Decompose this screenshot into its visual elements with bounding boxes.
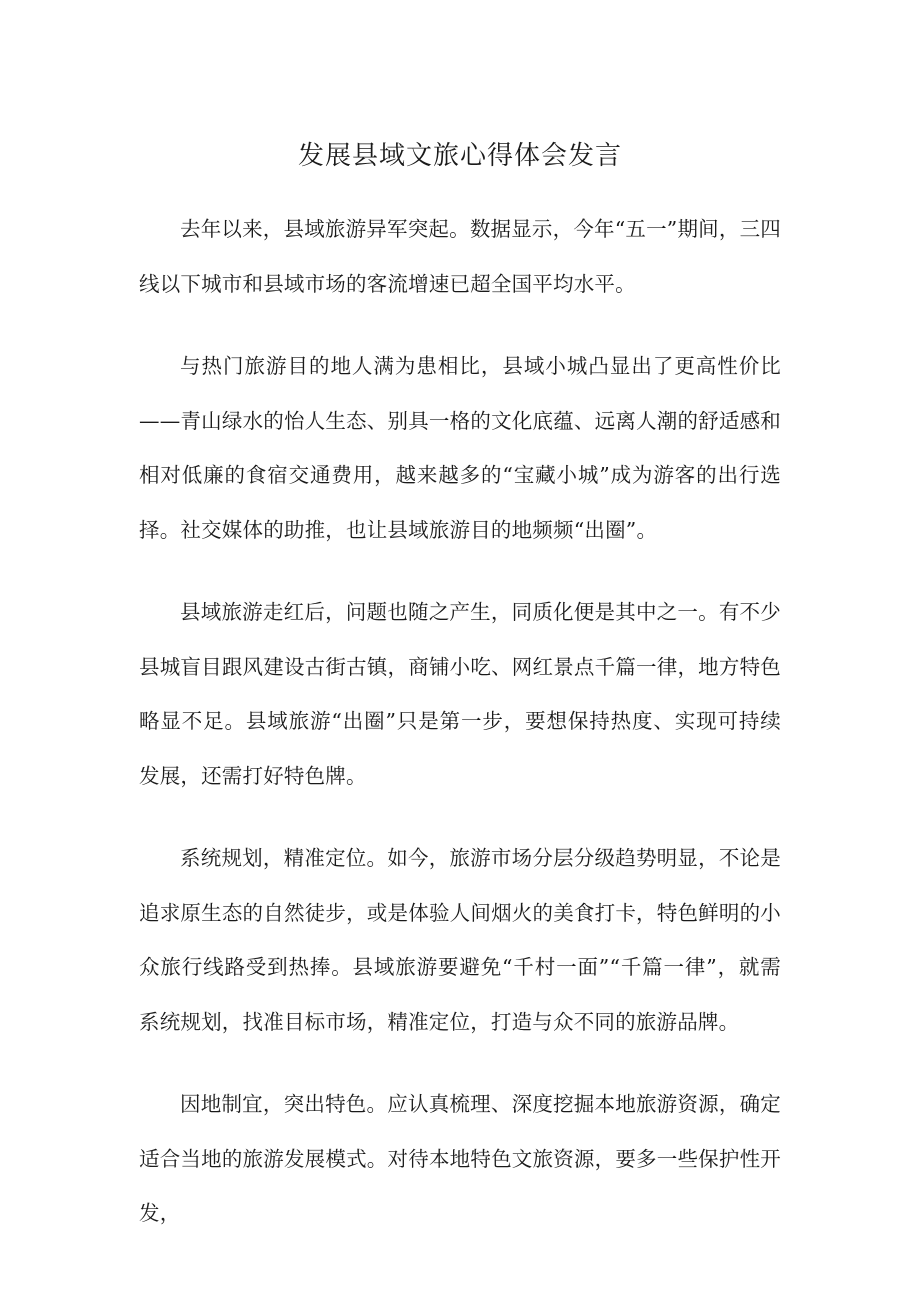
document-title: 发展县域文旅心得体会发言 [297, 141, 622, 171]
paragraph: 因地制宜，突出特色。应认真梳理、深度挖掘本地旅游资源，确定适合当地的旅游发展模式。对待本地特色文旅资源，要多一些保护性开发， [139, 1092, 781, 1225]
paragraph: 与热门旅游目的地人满为患相比，县域小城凸显出了更高性价比——青山绿水的怡人生态、别具一格的文化底蕴、远离人潮的舒适感和相对低廉的食宿交通费用，越来越多的“宝藏小城”成为游客的出行选择。社交媒体的助推，也让县域旅游目的地频频“出圈”。 [139, 354, 781, 542]
paragraph: 系统规划，精准定位。如今，旅游市场分层分级趋势明显，不论是追求原生态的自然徒步，或是体验人间烟火的美食打卡，特色鲜明的小众旅行线路受到热捧。县域旅游要避免“千村一面”“千篇一律”，就需系统规划，找准目标市场，精准定位，打造与众不同的旅游品牌。 [139, 846, 781, 1034]
document-body [139, 202, 781, 1269]
paragraph: 去年以来，县域旅游异军突起。数据显示，今年“五一”期间，三四线以下城市和县域市场的客流增速已超全国平均水平。 [139, 217, 781, 296]
paragraph: 县域旅游走红后，问题也随之产生，同质化便是其中之一。有不少县城盲目跟风建设古街古镇，商铺小吃、网红景点千篇一律，地方特色略显不足。县域旅游“出圈”只是第一步，要想保持热度、实现可持续发展，还需打好特色牌。 [139, 600, 781, 788]
